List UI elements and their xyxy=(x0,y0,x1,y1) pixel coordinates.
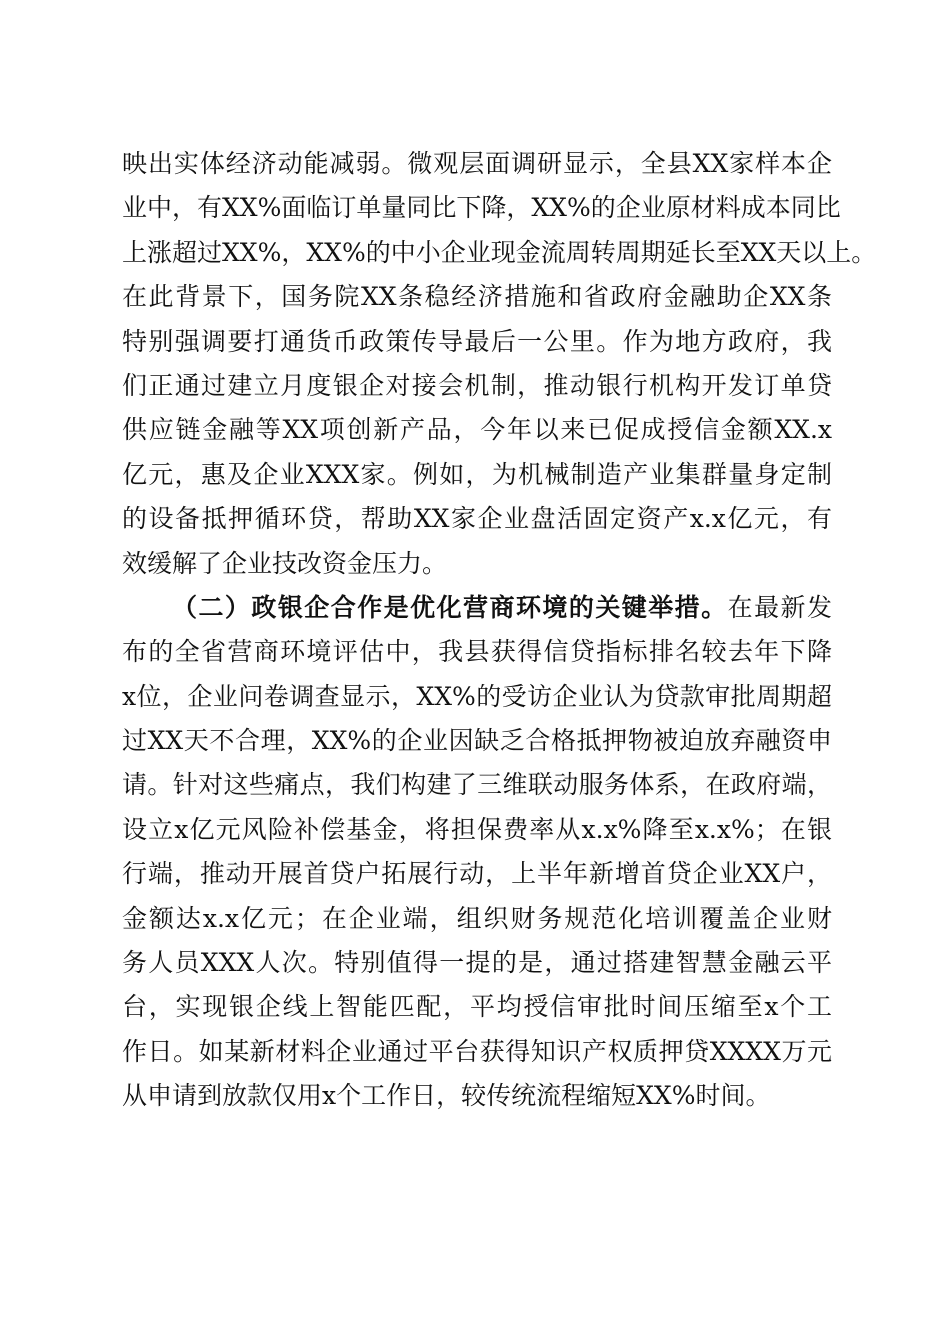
text-line: 过XX天不合理，XX%的企业因缺乏合格抵押物被迫放弃融资申 xyxy=(122,726,832,756)
text-line: x位，企业问卷调查显示，XX%的受访企业认为贷款审批周期超 xyxy=(122,681,832,711)
text-line: 台，实现银企线上智能匹配，平均授信审批时间压缩至x个工 xyxy=(122,992,832,1022)
text-line: 在此背景下，国务院XX条稳经济措施和省政府金融助企XX条 xyxy=(122,282,832,312)
text-line: 作日。如某新材料企业通过平台获得知识产权质押贷XXXX万元 xyxy=(122,1036,832,1066)
text-line: 供应链金融等XX项创新产品，今年以来已促成授信金额XX.x xyxy=(122,415,832,445)
paragraph-1 xyxy=(122,142,877,586)
text-run: 在最新发 xyxy=(727,592,832,622)
text-line: 们正通过建立月度银企对接会机制，推动银行机构开发订单贷 xyxy=(122,370,832,400)
text-line: 金额达x.x亿元；在企业端，组织财务规范化培训覆盖企业财 xyxy=(122,903,832,933)
text-line: 从申请到放款仅用x个工作日，较传统流程缩短XX%时间。 xyxy=(122,1081,771,1111)
document-body xyxy=(122,142,877,1119)
text-line: 布的全省营商环境评估中，我县获得信贷指标排名较去年下降 xyxy=(122,637,832,667)
text-line: 设立x亿元风险补偿基金，将担保费率从x.x%降至x.x%；在银 xyxy=(122,814,832,844)
paragraph-2 xyxy=(122,586,832,1119)
text-line: 效缓解了企业技改资金压力。 xyxy=(122,548,448,578)
text-line: 的设备抵押循环贷，帮助XX家企业盘活固定资产x.x亿元，有 xyxy=(122,504,832,534)
text-line xyxy=(122,586,832,630)
text-line: 亿元，惠及企业XXX家。例如，为机械制造产业集群量身定制 xyxy=(122,459,832,489)
text-line: 业中，有XX%面临订单量同比下降，XX%的企业原材料成本同比 xyxy=(122,193,841,223)
text-line: 映出实体经济动能减弱。微观层面调研显示，全县XX家样本企 xyxy=(122,149,832,178)
text-line: 上涨超过XX%，XX%的中小企业现金流周转周期延长至XX天以上。 xyxy=(122,237,877,267)
section-heading: （二）政银企合作是优化营商环境的关键举措。 xyxy=(172,592,728,622)
text-line: 请。针对这些痛点，我们构建了三维联动服务体系，在政府端， xyxy=(122,770,832,800)
text-line: 特别强调要打通货币政策传导最后一公里。作为地方政府，我 xyxy=(122,326,832,356)
text-line: 务人员XXX人次。特别值得一提的是，通过搭建智慧金融云平 xyxy=(122,948,832,978)
text-line: 行端，推动开展首贷户拓展行动，上半年新增首贷企业XX户， xyxy=(122,859,832,889)
